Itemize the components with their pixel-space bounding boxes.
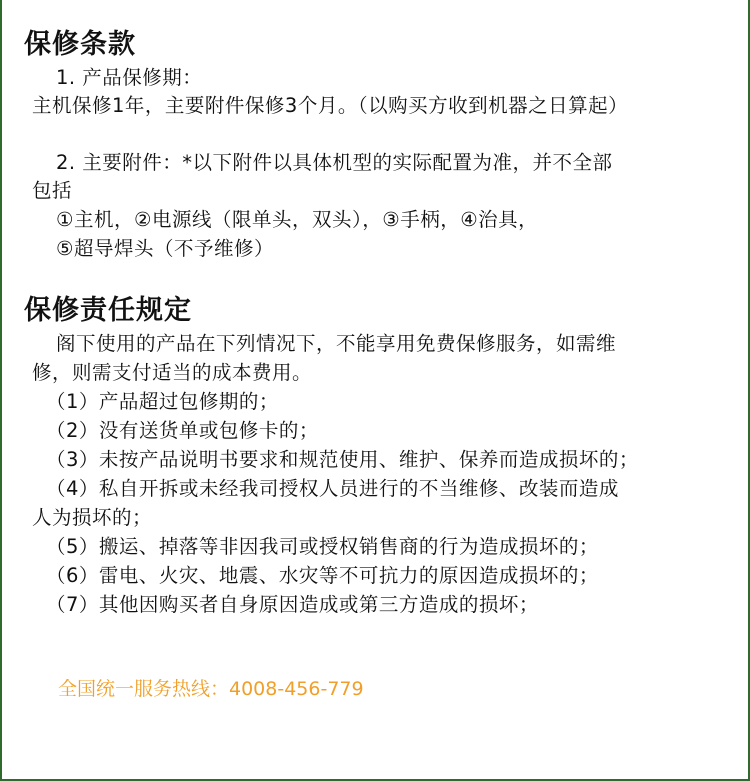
liability-item-5: （5）搬运、掉落等非因我司或授权销售商的行为造成损坏的；	[46, 535, 599, 558]
main-accessories-text: 包括	[32, 179, 73, 202]
warranty-terms-heading: 保修条款	[24, 29, 136, 60]
liability-intro-line-2: 修，则需支付适当的成本费用。	[32, 361, 313, 384]
accessories-list-1: ①主机，②电源线（限单头，双头），③手柄，④治具，	[56, 208, 539, 231]
liability-item-3: （3）未按产品说明书要求和规范使用、维护、保养而造成损坏的；	[46, 448, 639, 471]
liability-item-1: （1）产品超过包修期的；	[46, 390, 279, 413]
liability-rules-heading: 保修责任规定	[24, 295, 192, 326]
liability-item-7: （7）其他因购买者自身原因造成或第三方造成的损坏；	[46, 593, 539, 616]
liability-item-4: （4）私自开拆或未经我司授权人员进行的不当维修、改装而造成	[46, 477, 619, 500]
liability-item-2: （2）没有送货单或包修卡的；	[46, 419, 319, 442]
liability-intro-line-1: 阁下使用的产品在下列情况下，不能享用免费保修服务，如需维	[56, 332, 617, 355]
liability-item-4-cont: 人为损坏的；	[32, 506, 153, 529]
service-hotline: 全国统一服务热线：4008-456-779	[58, 678, 364, 700]
accessories-list-2: ⑤超导焊头（不予维修）	[56, 237, 274, 260]
warranty-period-label: 1. 产品保修期：	[56, 66, 203, 89]
main-accessories-label: 2. 主要附件：*以下附件以具体机型的实际配置为准，并不全部	[56, 151, 613, 174]
warranty-period-text: 主机保修1年，主要附件保修3个月。（以购买方收到机器之日算起）	[32, 94, 629, 117]
liability-item-6: （6）雷电、火灾、地震、水灾等不可抗力的原因造成损坏的；	[46, 564, 599, 587]
